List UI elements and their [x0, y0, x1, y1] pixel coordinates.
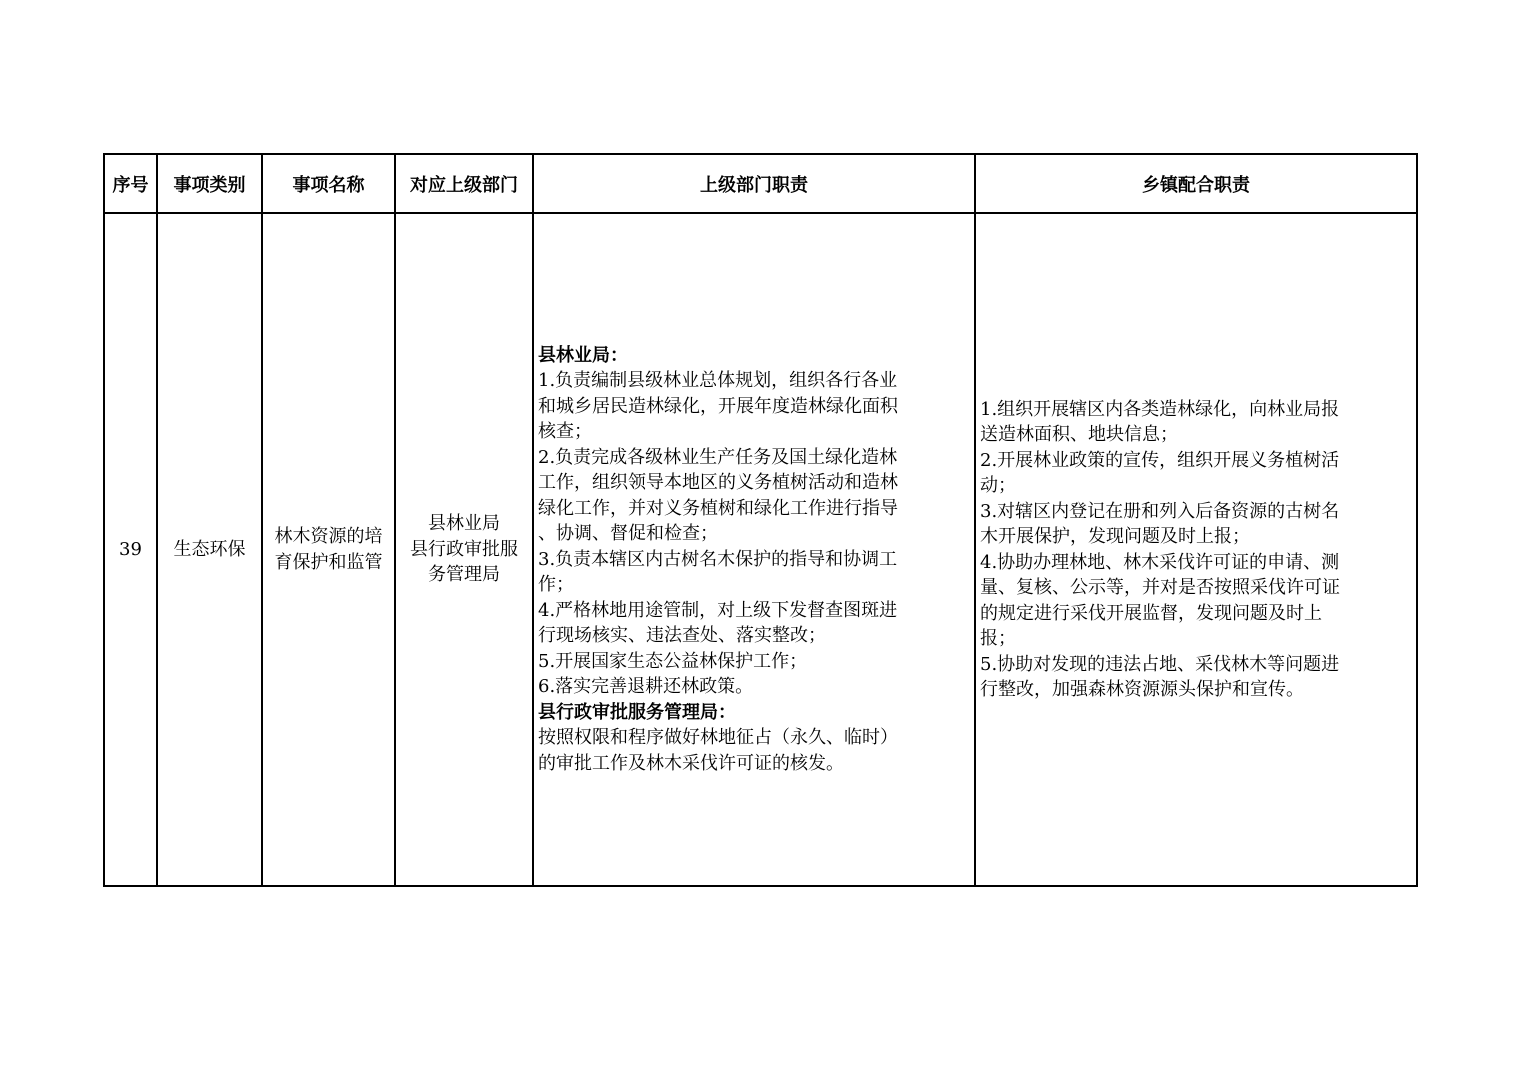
township-duty-line: 1.组织开展辖区内各类造林绿化，向林业局报: [980, 398, 1340, 420]
duty-line: 1.负责编制县级林业总体规划，组织各行各业: [538, 370, 898, 392]
table-row: [104, 213, 1417, 886]
approval-bureau-heading: 县行政审批服务管理局：: [538, 701, 736, 723]
township-duty-line: 报；: [980, 628, 1016, 649]
duty-line: 的审批工作及林木采伐许可证的核发。: [538, 752, 844, 774]
cell-item-name: [262, 213, 395, 886]
township-duty-line: 的规定进行采伐开展监督，发现问题及时上: [980, 602, 1322, 624]
duty-table: [103, 153, 1418, 887]
header-item-name: 事项名称: [262, 154, 395, 213]
header-township-duties: 乡镇配合职责: [975, 154, 1417, 213]
header-index: 序号: [104, 154, 157, 213]
township-duty-line: 2.开展林业政策的宣传，组织开展义务植树活: [980, 449, 1340, 471]
header-category: 事项类别: [157, 154, 262, 213]
item-name-line: 育保护和监管: [274, 551, 383, 573]
township-duty-line: 3.对辖区内登记在册和列入后备资源的古树名: [980, 500, 1340, 522]
department-line: 县林业局: [428, 513, 500, 535]
item-name-line: 林木资源的培: [274, 526, 383, 547]
duty-line: 作；: [538, 574, 574, 596]
duty-line: 绿化工作，并对义务植树和绿化工作进行指导: [538, 497, 898, 519]
township-duty-line: 木开展保护，发现问题及时上报；: [980, 526, 1250, 547]
header-superior-department: 对应上级部门: [395, 154, 533, 213]
township-duty-line: 动；: [980, 475, 1016, 496]
duty-line: 、协调、督促和检查；: [538, 523, 718, 545]
duty-line: 2.负责完成各级林业生产任务及国土绿化造林: [538, 446, 898, 468]
cell-township-duties: [975, 213, 1417, 886]
township-duty-line: 5.协助对发现的违法占地、采伐林木等问题进: [980, 653, 1340, 675]
forestry-bureau-heading: 县林业局：: [538, 344, 628, 366]
cell-superior-department: [395, 213, 533, 886]
township-duty-line: 行整改，加强森林资源源头保护和宣传。: [980, 679, 1304, 700]
duty-line: 3.负责本辖区内古树名木保护的指导和协调工: [538, 548, 898, 570]
township-duty-line: 4.协助办理林地、林木采伐许可证的申请、测: [980, 551, 1340, 573]
duty-line: 行现场核实、违法查处、落实整改；: [538, 625, 826, 647]
department-line: 县行政审批服: [410, 538, 518, 560]
cell-category: 生态环保: [157, 213, 262, 886]
duty-line: 6.落实完善退耕还林政策。: [538, 676, 754, 698]
duty-line: 核查；: [538, 421, 592, 443]
header-row: [104, 154, 1417, 213]
duty-line: 4.严格林地用途管制，对上级下发督查图斑进: [538, 599, 898, 621]
department-line: 务管理局: [428, 564, 500, 586]
duty-line: 5.开展国家生态公益林保护工作；: [538, 650, 808, 672]
township-duty-line: 送造林面积、地块信息；: [980, 424, 1178, 445]
duty-line: 按照权限和程序做好林地征占（永久、临时）: [538, 727, 898, 749]
township-duty-line: 量、复核、公示等，并对是否按照采伐许可证: [980, 577, 1340, 598]
duty-line: 工作，组织领导本地区的义务植树活动和造林: [538, 472, 898, 494]
cell-index: 39: [104, 213, 157, 886]
duty-line: 和城乡居民造林绿化，开展年度造林绿化面积: [538, 395, 898, 417]
header-superior-duties: 上级部门职责: [533, 154, 975, 213]
cell-superior-duties: [533, 213, 975, 886]
